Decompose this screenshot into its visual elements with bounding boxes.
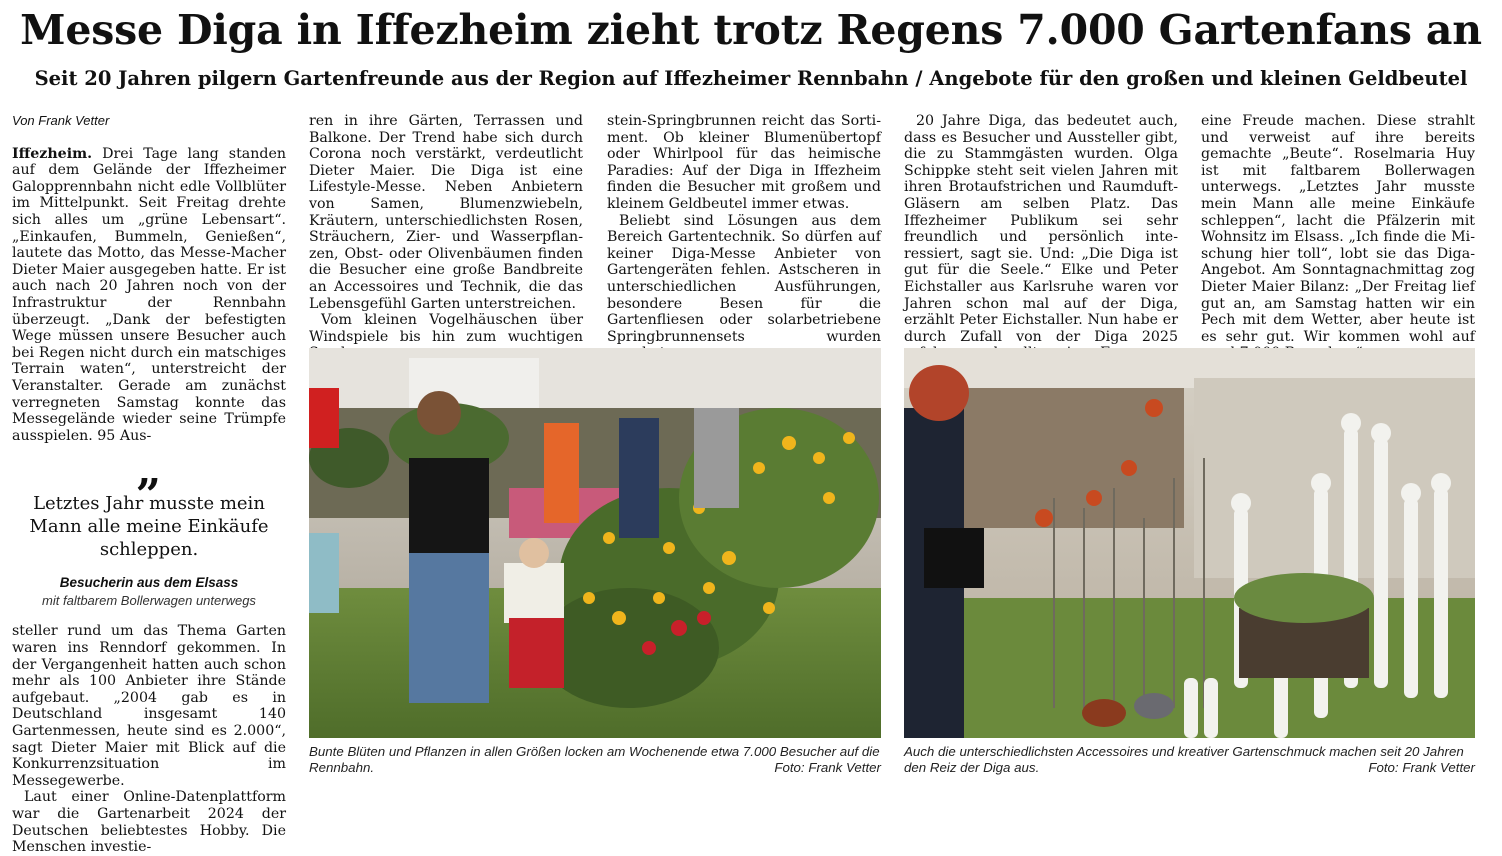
article-paragraph: eine Freude machen. Diese strahlt und verweist auf ihre bereits gemachte „Beute“. Roselmaria Huy ist mit faltbarem Bollerwagen unterwegs. „Letztes Jahr musste mein Mann alle meine Einkäufe schleppen“, lacht die Pfälzerin mit Wohnsitz im Elsass. „Ich finde die Mischung hier toll“, lobt sie das Diga-Angebot. Am Sonntagnachmittag zog Dieter Maier Bilanz: „Der Freitag lief gut an, am Samstag hatten wir ein Pech mit dem Wetter, aber heute ist es sehr gut. Wir kommen wohl auf [1201, 113, 1475, 345]
caption-text: Auch die unterschiedlichsten Accessoires und kreativer Gartenschmuck machen seit 20 Jahren den Reiz der Diga aus. [904, 744, 1464, 775]
article-column-2 [309, 113, 583, 362]
article-column-1 [12, 113, 286, 856]
article-paragraph: Beliebt sind Lösungen aus dem Bereich Gartentechnik. So dürfen auf keiner Diga-Messe Anbieter von Gartengeräten fehlen. Astscheren in unterschiedlichen Ausführungen, besondere Besen für die Gartenfliesen oder solarbetriebene Springbrunnensets wurden [607, 212, 881, 345]
quote-text: Letztes Jahr musste mein Mann alle meine Einkäufe schleppen. [29, 493, 269, 561]
author-byline: Von Frank Vetter [12, 113, 110, 128]
article-paragraph: Vom kleinen Vogelhäuschen über Windspiele bis hin zum wuchtigen [309, 312, 583, 345]
quote-author-detail: mit faltbarem Bollerwagen unterwegs [42, 592, 256, 608]
photo-flower-stand [309, 348, 881, 738]
article-paragraph: stein-Springbrunnen reicht das Sortiment. Ob kleiner Blumenübertopf oder Whirlpool für das heimische Paradies: Auf der Diga in Iffezheim finden die Besucher mit großem und kleinem Geldbeutel immer etwas. [607, 113, 881, 212]
quote-mark-icon: „ [136, 445, 162, 497]
article-column-4 [904, 113, 1178, 362]
paragraph-text: Drei Tage lang standen auf dem Gelände der Iffezheimer Galopprennbahn nicht edle Vollblüter im Mittelpunkt. Seit Freitag drehte sich alles um „grüne Lebensart“. „Einkaufen, Bummeln, Genießen“, lautete das Motto, das Messe-Macher Dieter Maier ausgegeben hatte. Er ist auch nach 20 Jahren noch von der Infrastruktur der Rennbahn überzeugt. „Dank der befestigten Wege müssen unsere Besucher auch bei Regen nicht durch ein matschiges Terrain waten“, unterstreicht der Veranstalter. Gerade am zunächst verregneten Samstag konnte das Messegelände wieder seine Trümpfe ausspielen. 95 Aus- [12, 145, 286, 444]
quote-author: Besucherin aus dem Elsass [59, 575, 239, 591]
pull-quote [12, 445, 286, 609]
photo-caption-1 [309, 744, 881, 776]
article-paragraph: 20 Jahre Diga, das bedeutet auch, dass es Besucher und Aussteller gibt, die zu Stammgästen wurden. Olga Schippke steht seit vielen Jahren mit ihren Brotaufstrichen und Raumduft-Gläsern am selben Platz. Das Iffezheimer Publikum sei sehr freundlich und persönlich interessiert, sagt sie. Und: „Die Diga ist gut für die Seele.“ Elke und Peter Eichstaller aus Karlsruhe waren vor Jahren schon mal auf der Diga, erzählt Peter Eichstaller. Nun habe er durch Zufall von der Diga 2025 [904, 113, 1178, 345]
photo-credit: Foto: Frank Vetter [774, 760, 881, 775]
photo-credit: Foto: Frank Vetter [1368, 760, 1475, 775]
caption-text: Bunte Blüten und Pflanzen in allen Größen locken am Wochenende etwa 7.000 Besucher auf die Rennbahn. [309, 744, 880, 775]
article-column-3 [607, 113, 881, 362]
photo-caption-2 [904, 744, 1475, 776]
article-paragraph: steller rund um das Thema Garten waren ins Renndorf gekommen. In der Vergangenheit hatten auch schon mehr als 100 Anbieter ihre Stände aufgebaut. „2004 gab es in Deutschland insgesamt 140 Gartenmessen, heute sind es 2.000“, sagt Dieter Maier mit Blick auf die Konkurrenzsituation im Messegewerbe. [12, 623, 286, 789]
flower-stand-image [309, 348, 881, 738]
article-paragraph: Laut einer Online-Datenplattform war die Gartenarbeit 2024 der Deutschen beliebtestes Hobby. Die Menschen investie- [12, 789, 286, 856]
article-paragraph: ren in ihre Gärten, Terrassen und Balkone. Der Trend habe sich durch Corona noch verstärkt, verdeutlicht Dieter Maier. Die Diga ist eine Lifestyle-Messe. Neben Anbietern von Samen, Blumenzwiebeln, Kräutern, unterschiedlichsten Rosen, Sträuchern, Zier- und Wasserpflanzen, Obst- oder Olivenbäumen finden die Besucher eine große Bandbreite an Accessoires und Technik, die das Lebensgefühl Garten unterstreichen. [309, 113, 583, 312]
headline: Messe Diga in Iffezheim zieht trotz Regens 7.000 Gartenfans an [20, 6, 1482, 54]
article-column-5 [1201, 113, 1475, 362]
subheadline: Seit 20 Jahren pilgern Gartenfreunde aus der Region auf Iffezheimer Rennbahn / Angebote für den großen und kleinen Geldbeutel [34, 67, 1468, 90]
photo-garden-accessories [904, 348, 1475, 738]
garden-accessories-image [904, 348, 1475, 738]
article-paragraph [12, 146, 286, 445]
dateline: Iffezheim. [12, 145, 93, 162]
